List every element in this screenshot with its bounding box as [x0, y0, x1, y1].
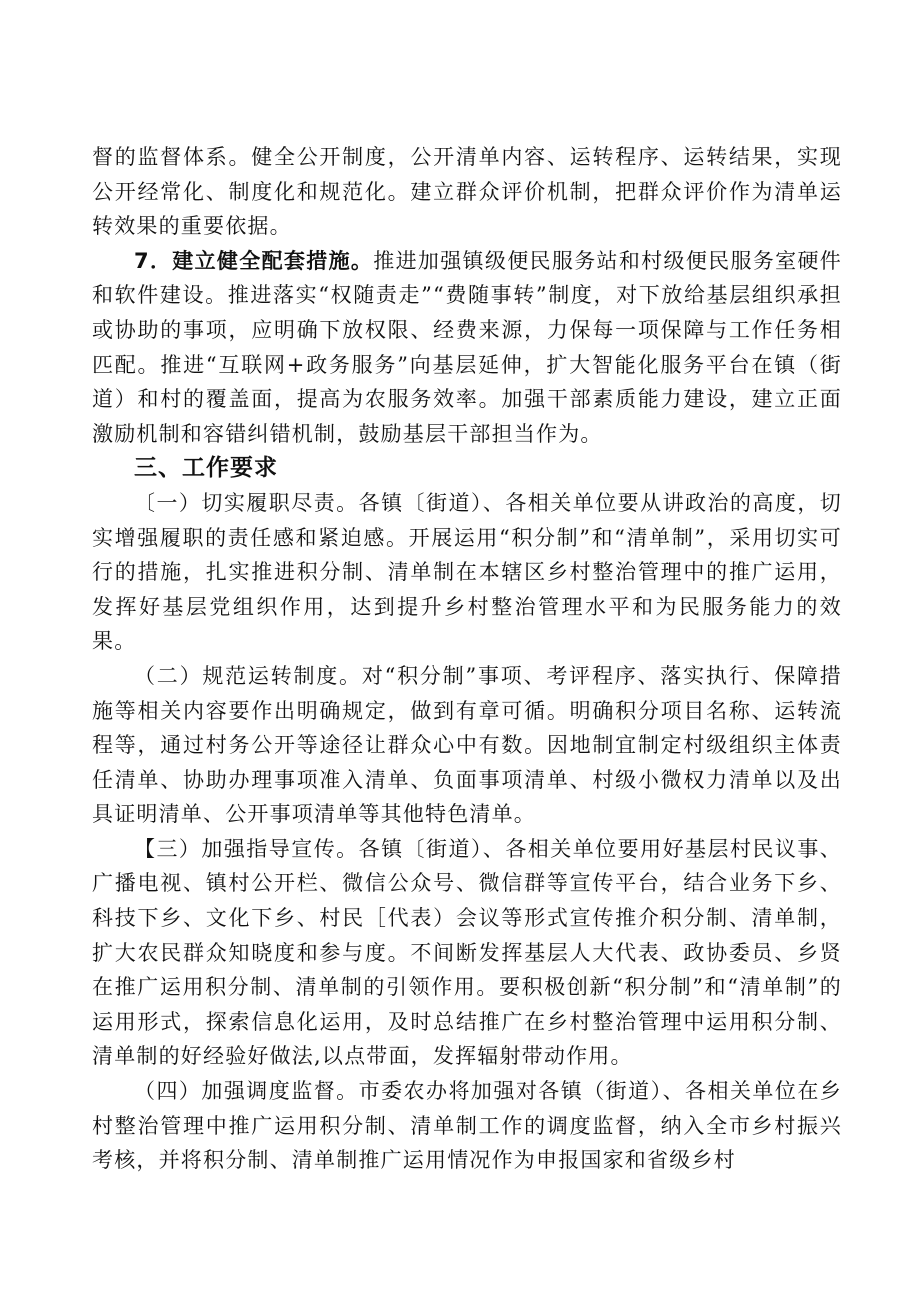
paragraph-requirement-3: 【三）加强指导宣传。各镇〔街道）、各相关单位要用好基层村民议事、广播电视、镇村公开栏、微信公众号、微信群等宣传平台，结合业务下乡、科技下乡、文化下乡、村民［代表）会议等形式宣传推介积分制、清单制，扩大农民群众知晓度和参与度。不间断发挥基层人大代表、政协委员、乡贤在推广运用积分制、清单制的引领作用。要积极创新“积分制”和“清单制”的运用形式，探索信息化运用，及时总结推广在乡村整治管理中运用积分制、清单制的好经验好做法,以点带面，发挥辐射带动作用。	[92, 836, 842, 1069]
paragraph-item-7	[92, 244, 842, 452]
item-7-lead: 7．建立健全配套措施。	[134, 248, 374, 273]
paragraph-requirement-4: （四）加强调度监督。市委农办将加强对各镇（街道）、各相关单位在乡村整治管理中推广运用积分制、清单制工作的调度监督，纳入全市乡村振兴考核，并将积分制、清单制推广运用情况作为申报国家和省级乡村	[92, 1079, 842, 1173]
item-7-body: 推进加强镇级便民服务站和村级便民服务室硬件和软件建设。推进落实“权随责走”“费随事转”制度，对下放给基层组织承担或协助的事项，应明确下放权限、经费来源，力保每一项保障与工作任务相匹配。推进“互联网+政务服务”向基层延伸，扩大智能化服务平台在镇（街道）和村的覆盖面，提高为农服务效率。加强干部素质能力建设，建立正面激励机制和容错纠错机制，鼓励基层干部担当作为。	[92, 248, 843, 446]
document-page	[92, 140, 842, 1178]
section-heading-work-requirements: 三、工作要求	[134, 455, 278, 482]
paragraph-requirement-2: （二）规范运转制度。对“积分制”事项、考评程序、落实执行、保障措施等相关内容要作出明确规定，做到有章可循。明确积分项目名称、运转流程等，通过村务公开等途径让群众心中有数。因地制宜制定村级组织主体责任清单、协助办理事项准入清单、负面事项清单、村级小微权力清单以及出具证明清单、公开事项清单等其他特色清单。	[92, 663, 842, 827]
paragraph-requirement-1: 〔一）切实履职尽责。各镇〔街道）、各相关单位要从讲政治的高度，切实增强履职的责任感和紧迫感。开展运用“积分制”和“清单制”，采用切实可行的措施，扎实推进积分制、清单制在本辖区乡村整治管理中的推广运用，发挥好基层党组织作用，达到提升乡村整治管理水平和为民服务能力的效果。	[92, 490, 842, 654]
paragraph-continuation: 督的监督体系。健全公开制度，公开清单内容、运转程序、运转结果，实现公开经常化、制度化和规范化。建立群众评价机制，把群众评价作为清单运转效果的重要依据。	[92, 145, 842, 239]
